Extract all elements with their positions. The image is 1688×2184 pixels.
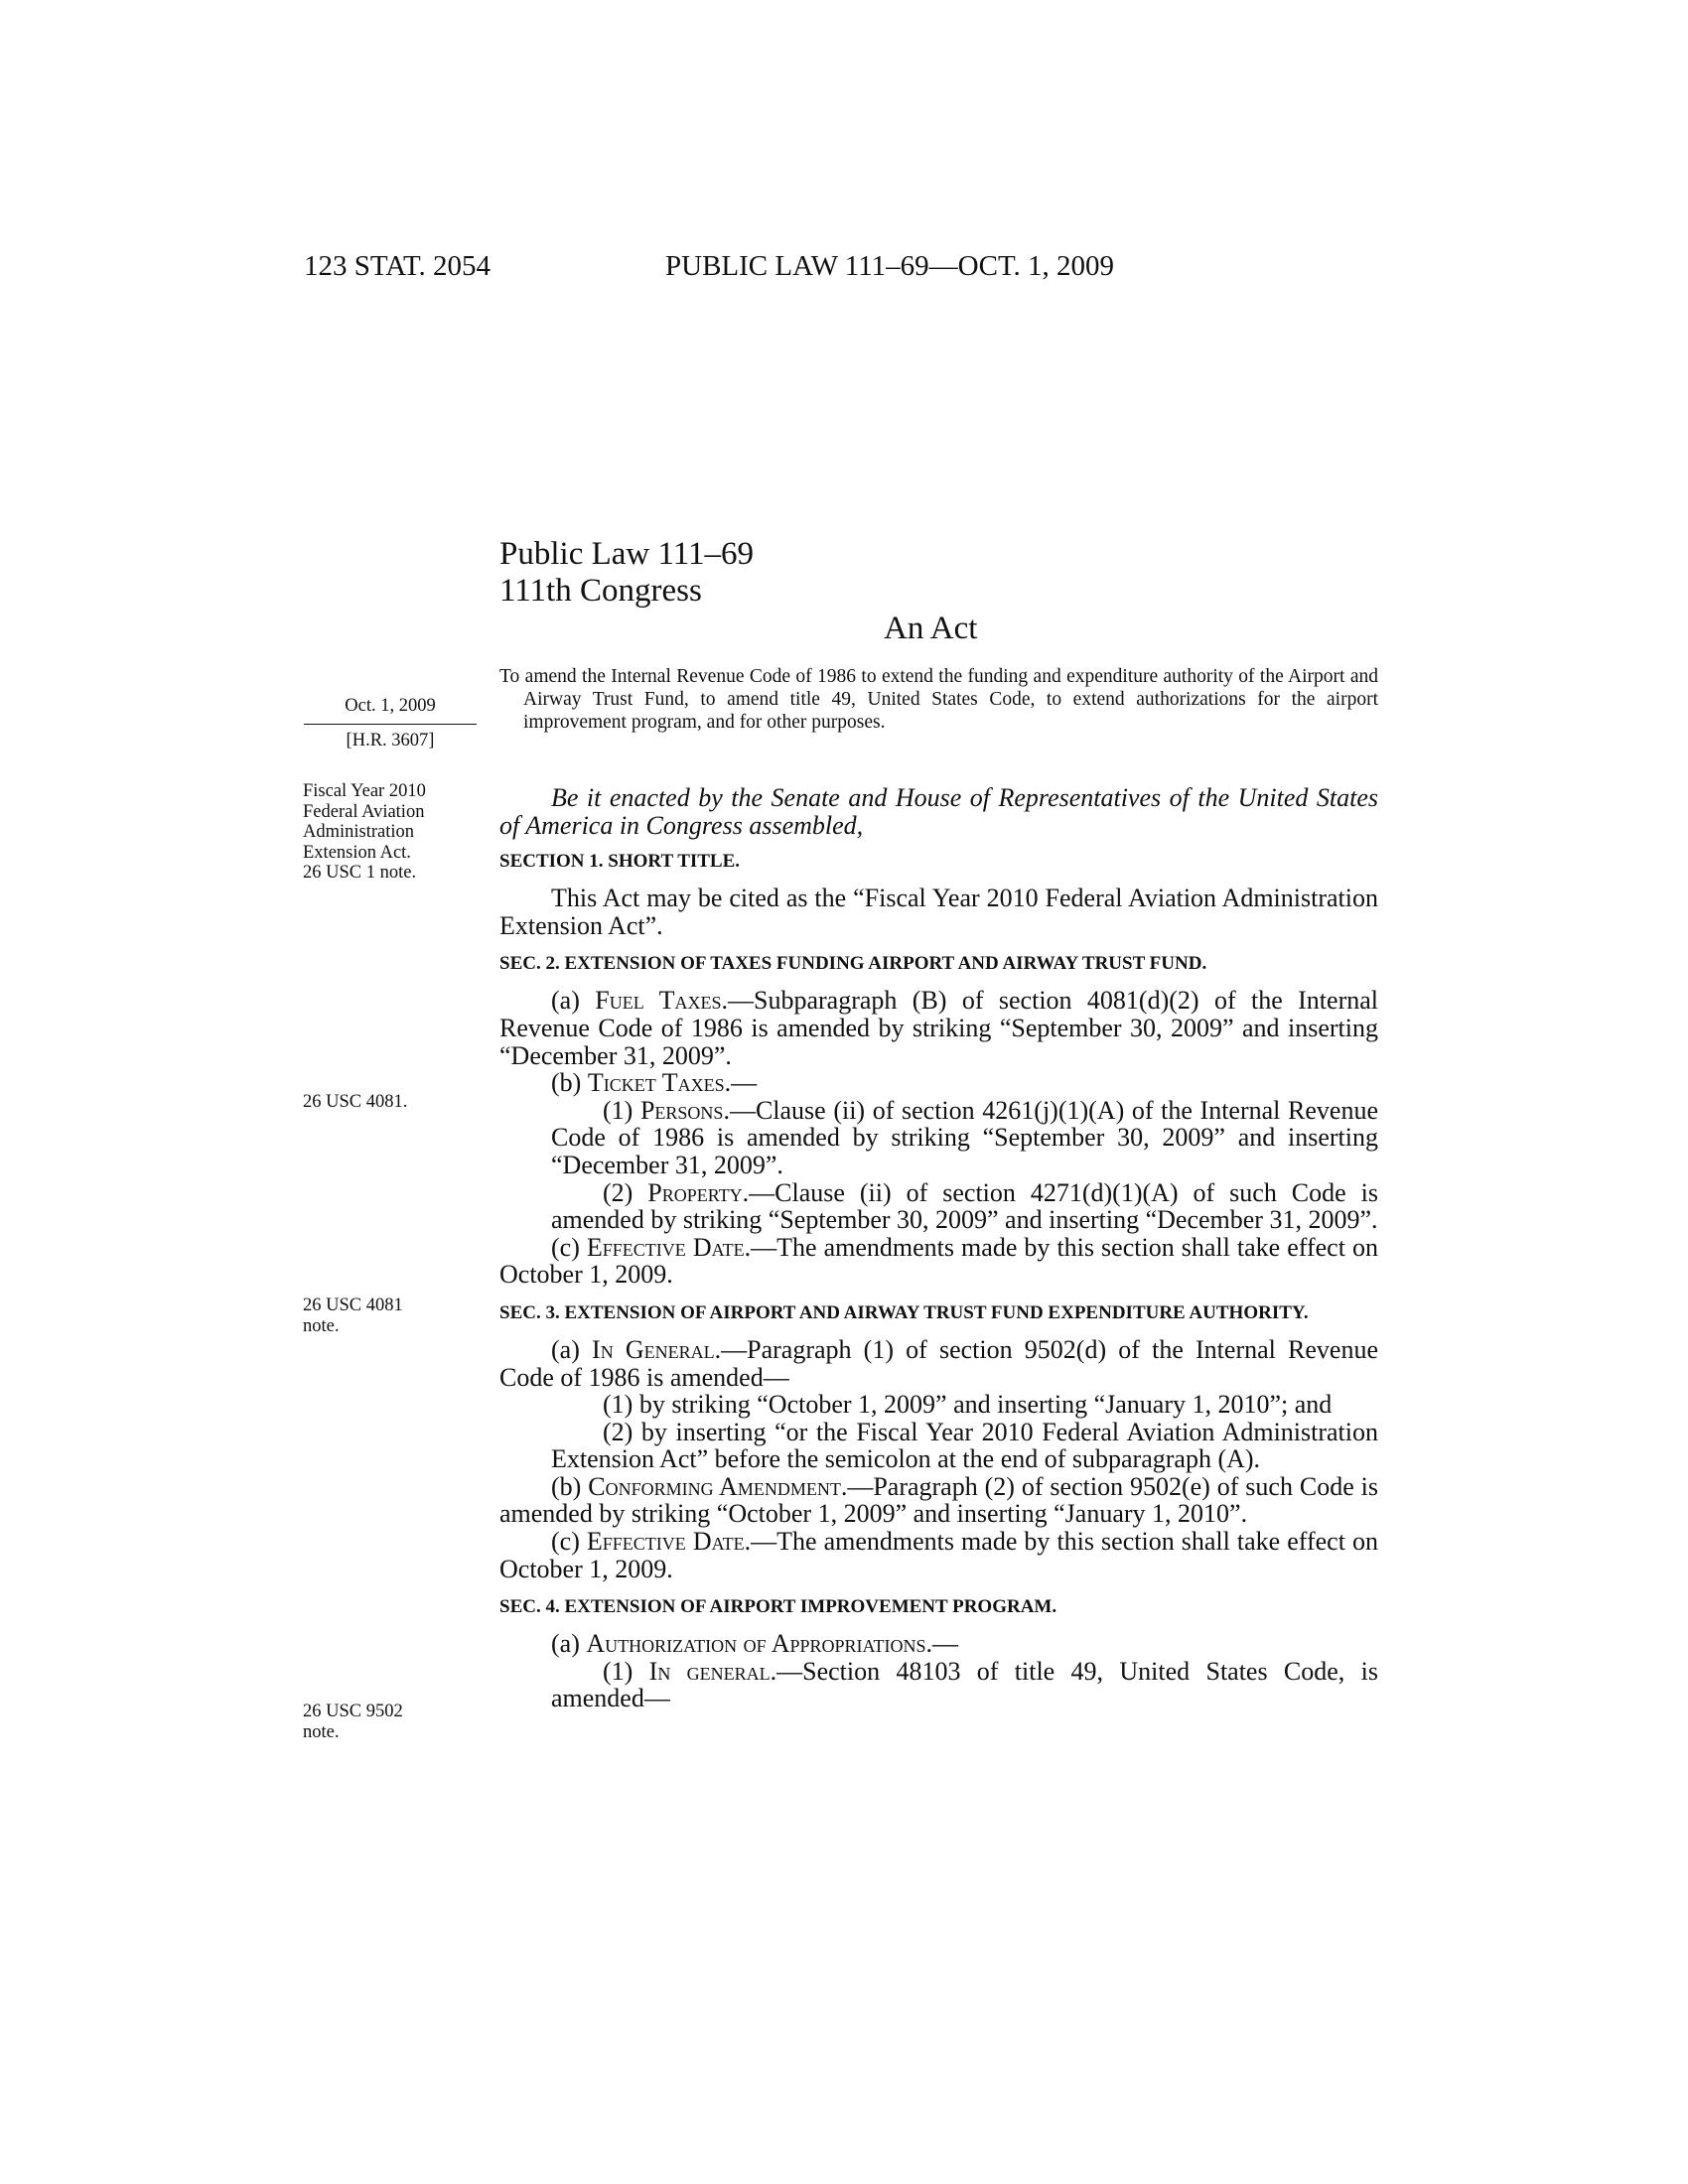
paragraph: [499, 1234, 1378, 1289]
margin-line: Fiscal Year 2010: [303, 781, 426, 801]
clause-caption: Effective Date: [586, 1527, 745, 1557]
margin-note-short-title: [303, 781, 426, 884]
clause-label: (2): [603, 1177, 648, 1207]
clause-text: .—Clause (ii) of section 4271(d)(1)(A) of such Code is amended by striking “September 30, 2009” and inserting “December 31, 2009”.: [551, 1177, 1378, 1235]
clause-label: (b): [551, 1471, 589, 1501]
clause-text: .—Clause (ii) of section 4261(j)(1)(A) of the Internal Revenue Code of 1986 is amended by striking “September 30, 2009” and inserting “December 31, 2009”.: [551, 1095, 1378, 1179]
margin-bill-number: [H.R. 3607]: [346, 730, 435, 751]
margin-line: Federal Aviation: [303, 801, 425, 822]
margin-note-4081-note: [303, 1296, 403, 1336]
paragraph: [499, 987, 1378, 1069]
clause-label: (a): [551, 1334, 593, 1364]
margin-note-4081: 26 USC 4081.: [303, 1092, 408, 1112]
paragraph: [499, 1097, 1378, 1179]
clause-label: (a): [551, 986, 596, 1016]
margin-line: Administration: [303, 822, 415, 842]
clause-caption: Property: [647, 1177, 743, 1207]
clause-caption: Authorization of Appropriations: [586, 1629, 926, 1659]
margin-note-9502-note: [303, 1702, 403, 1742]
margin-line: note.: [303, 1315, 340, 1336]
clause-caption: Fuel Taxes: [595, 986, 722, 1016]
act-heading: An Act: [884, 611, 978, 646]
section-heading: SEC. 3. EXTENSION OF AIRPORT AND AIRWAY TRUST FUND EXPENDITURE AUTHORITY.: [499, 1301, 1309, 1323]
clause-text: .—Section 48103 of title 49, United States Code, is amended—: [551, 1656, 1378, 1713]
clause-label: (c): [551, 1232, 587, 1262]
running-head: PUBLIC LAW 111–69—OCT. 1, 2009: [665, 250, 1115, 282]
clause-text: .—The amendments made by this section shall take effect on October 1, 2009.: [499, 1232, 1378, 1290]
clause-text: .—: [724, 1068, 758, 1098]
clause-caption: In general: [648, 1656, 771, 1686]
enacting-clause: Be it enacted by the Senate and House of Representatives of the United States of America in Congress assembled,: [499, 783, 1378, 840]
clause-caption: Ticket Taxes: [587, 1068, 725, 1098]
clause-label: (1): [603, 1656, 649, 1686]
act-body: [499, 784, 1378, 1712]
section-heading: SEC. 4. EXTENSION OF AIRPORT IMPROVEMENT PROGRAM.: [499, 1596, 1057, 1618]
statute-citation: 123 STAT. 2054: [304, 250, 492, 282]
clause-text: .—Paragraph (2) of section 9502(e) of such Code is amended by striking “October 1, 2009” and inserting “January 1, 2010”.: [499, 1471, 1378, 1529]
clause-text: .—: [925, 1629, 959, 1659]
section-heading: SECTION 1. SHORT TITLE.: [499, 851, 741, 873]
paragraph: [499, 1069, 1378, 1097]
clause-caption: In General: [592, 1334, 715, 1364]
margin-line: 26 USC 1 note.: [303, 863, 417, 883]
long-title: To amend the Internal Revenue Code of 1986 to extend the funding and expenditure authority of the Airport and Airway Trust Fund, to amend title 49, United States Code, to extend authorizations for the airport improvement program, and for other purposes.: [499, 666, 1378, 733]
congress: 111th Congress: [499, 573, 702, 609]
clause-label: (a): [551, 1629, 587, 1659]
margin-line: 26 USC 9502: [303, 1702, 403, 1721]
paragraph: [499, 1658, 1378, 1712]
paragraph: This Act may be cited as the “Fiscal Year 2010 Federal Aviation Administration Extension Act”.: [499, 884, 1378, 940]
paragraph: [499, 1630, 1378, 1658]
clause-caption: Effective Date: [586, 1232, 745, 1262]
clause-label: (b): [551, 1068, 588, 1098]
margin-line: Extension Act.: [303, 842, 411, 863]
paragraph: [499, 1528, 1378, 1582]
clause-text: .—Paragraph (1) of section 9502(d) of the Internal Revenue Code of 1986 is amended—: [499, 1334, 1378, 1392]
clause-text: .—Subparagraph (B) of section 4081(d)(2) of the Internal Revenue Code of 1986 is amended by striking “September 30, 2009” and inserting “December 31, 2009”.: [499, 986, 1378, 1070]
paragraph: (2) by inserting “or the Fiscal Year 2010 Federal Aviation Administration Extension Act” before the semicolon at the end of subparagraph (A).: [551, 1417, 1378, 1474]
paragraph: [499, 1473, 1378, 1528]
law-number: Public Law 111–69: [499, 536, 755, 572]
section-heading: SEC. 2. EXTENSION OF TAXES FUNDING AIRPORT AND AIRWAY TRUST FUND.: [499, 953, 1207, 975]
margin-line: 26 USC 4081: [303, 1296, 403, 1315]
margin-date: Oct. 1, 2009: [304, 696, 477, 725]
paragraph: [499, 1336, 1378, 1391]
clause-label: (c): [551, 1527, 587, 1557]
paragraph: [499, 1179, 1378, 1234]
clause-caption: Conforming Amendment: [588, 1471, 841, 1501]
clause-caption: Persons: [639, 1095, 724, 1125]
paragraph: (1) by striking “October 1, 2009” and inserting “January 1, 2010”; and: [603, 1390, 1333, 1420]
law-title-block: [499, 536, 754, 610]
margin-line: note.: [303, 1721, 340, 1742]
margin-date-block: [304, 696, 477, 751]
clause-text: .—The amendments made by this section shall take effect on October 1, 2009.: [499, 1527, 1378, 1583]
clause-label: (1): [603, 1095, 640, 1125]
